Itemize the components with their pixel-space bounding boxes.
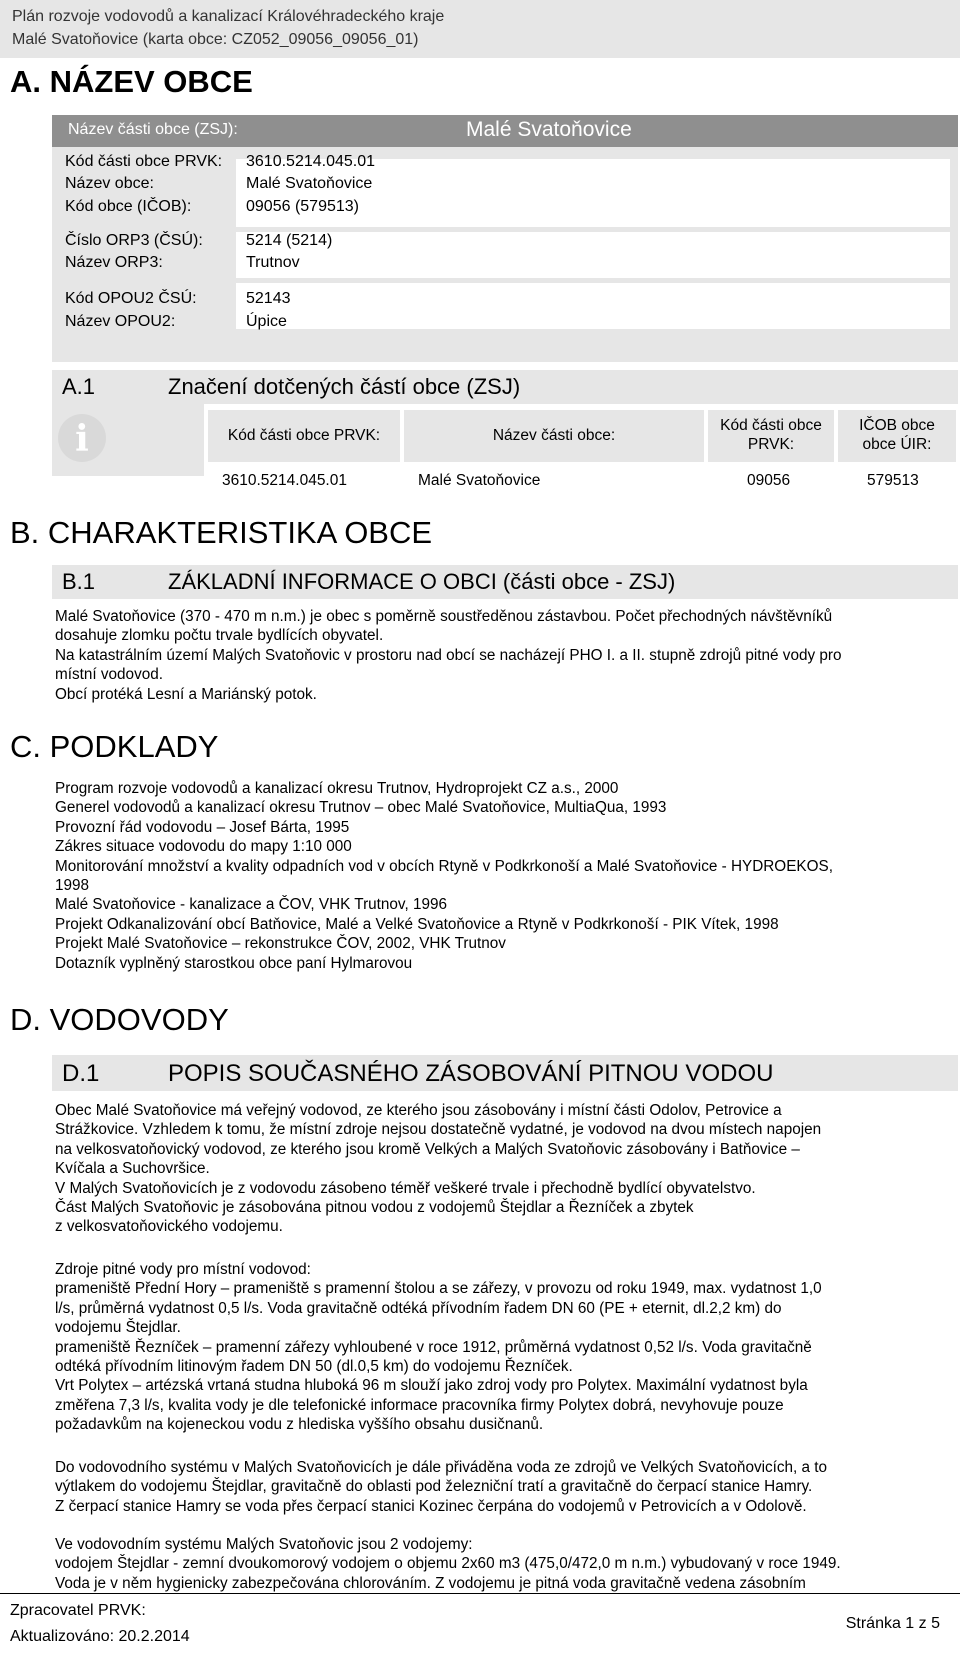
label-cislo-orp3: Číslo ORP3 (ČSÚ): (65, 232, 203, 249)
value-nazev-obce: Malé Svatoňovice (246, 175, 373, 192)
d1-line: změřena 7,3 l/s, kvalita vody je dle telefonické informace pracovníka firmy Polytex dobrá, nevyhovuje pouze (55, 1396, 784, 1414)
d1-line: Vrt Polytex – artézská vrtaná studna hluboká 96 m slouží jako zdroj vody pro Polytex. Maximální vydatnost byla (55, 1377, 808, 1395)
d1-line: V Malých Svatoňovicích je z vodovodu zásobeno téměř veškeré trvale i přechodně bydlící obyvatelstvo. (55, 1179, 756, 1197)
a1-number: A.1 (62, 374, 96, 399)
zsj-bar (52, 115, 958, 147)
section-c-title: C. PODKLADY (10, 729, 219, 764)
d1-title-bar (52, 1055, 958, 1091)
value-nazev-orp3: Trutnov (246, 254, 300, 271)
label-kod-obce: Kód obce (IČOB): (65, 198, 192, 215)
source-item: Generel vodovodů a kanalizací okresu Trutnov – obec Malé Svatoňovice, MultiaQua, 1993 (55, 799, 667, 817)
section-b-title: B. CHARAKTERISTIKA OBCE (10, 515, 433, 550)
d1-line: Do vodovodního systému v Malých Svatoňovicích je dále přiváděna voda ze zdrojů ve Velkých Svatoňovicích, a to (55, 1459, 828, 1476)
header-line2: Malé Svatoňovice (karta obce: CZ052_09056_09056_01) (12, 31, 419, 48)
d1-line: l/s, průměrná vydatnost 0,5 l/s. Voda gravitačně odtéká přívodním řadem DN 60 (PE + eternit, dl.2,2 km) do (55, 1299, 782, 1317)
label-kod-casti: Kód části obce PRVK: (65, 153, 223, 170)
page-header (0, 0, 960, 58)
d1-line: prameniště Řezníček – pramenní zářezy vyhloubené v roce 1912, průměrná vydatnost 0,52 l/s. Voda gravitačně (55, 1338, 812, 1356)
d1-paragraph-2 (55, 1260, 822, 1435)
d1-line: Část Malých Svatoňovic je zásobována pitnou vodou z vodojemů Štejdlar a Řezníček a zbytek (55, 1199, 694, 1217)
b1-number: B.1 (62, 569, 96, 594)
page-footer (0, 1593, 960, 1657)
a1-col-icob: IČOB obce obce ÚIR: (838, 410, 956, 462)
municipality-info (52, 147, 958, 362)
source-item: Program rozvoje vodovodů a kanalizací okresu Trutnov, Hydroprojekt CZ a.s., 2000 (55, 780, 619, 797)
b1-title-bar (52, 565, 958, 599)
d1-line: Kvíčala a Suchovršice. (55, 1160, 210, 1178)
b1-title: ZÁKLADNÍ INFORMACE O OBCI (části obce - ZSJ) (168, 569, 676, 594)
a1-col-kod: Kód části obce PRVK: (208, 410, 400, 462)
label-nazev-opou2: Název OPOU2: (65, 313, 176, 330)
d1-line: Obec Malé Svatoňovice má veřejný vodovod, ze kterého jsou zásobovány i místní části Odolov, Petrovice a (55, 1102, 782, 1119)
d1-paragraph-4 (55, 1535, 841, 1593)
zsj-label: Název části obce (ZSJ): (68, 121, 238, 138)
label-nazev-obce: Název obce: (65, 175, 154, 192)
footer-processor: Zpracovatel PRVK: (10, 1602, 146, 1619)
footer-page-number: Stránka 1 z 5 (845, 1615, 940, 1632)
value-kod-casti: 3610.5214.045.01 (246, 153, 376, 170)
source-item: Projekt Malé Svatoňovice – rekonstrukce ČOV, 2002, VHK Trutnov (55, 935, 506, 953)
label-kod-opou2: Kód OPOU2 ČSÚ: (65, 290, 197, 307)
source-item: Monitorování množství a kvality odpadních vod v obcích Rtyně v Podkrkonoší a Malé Svatoňovice - HYDROEKOS, (55, 857, 833, 875)
b1-line: Obcí protéká Lesní a Mariánský potok. (55, 685, 317, 703)
d1-number: D.1 (62, 1060, 100, 1087)
d1-line: Z čerpací stanice Hamry se voda přes čerpací stanici Kozinec čerpána do vodojemů v Petrovicích a v Odolově. (55, 1497, 807, 1515)
sources-list (55, 779, 833, 973)
label-nazev-orp3: Název ORP3: (65, 254, 163, 271)
a1-cell-kod-prvk: 09056 (747, 472, 791, 489)
value-kod-opou2: 52143 (246, 290, 291, 307)
value-cislo-orp3: 5214 (5214) (246, 232, 333, 249)
d1-line: na velkosvatoňovický vodovod, ze kterého jsou kromě Velkých a Malých Svatoňovic zásobovány i Batňovice – (55, 1140, 800, 1158)
a1-cell-icob: 579513 (867, 472, 919, 489)
d1-paragraph-3 (55, 1458, 827, 1516)
d1-line: prameniště Přední Hory – prameniště s pramenní štolou a se zářezy, v provozu od roku 1949, max. vydatnost 1,0 (55, 1280, 822, 1298)
b1-line: Na katastrálním území Malých Svatoňovic v prostoru nad obcí se nacházejí PHO I. a II. stupně zdrojů pitné vody pro (55, 646, 842, 664)
b1-line: Malé Svatoňovice (370 - 470 m n.m.) je obec s poměrně soustředěnou zástavbou. Počet přechodných návštěvníků (55, 608, 833, 625)
footer-updated: Aktualizováno: 20.2.2014 (10, 1628, 190, 1645)
d1-paragraph-1 (55, 1101, 821, 1237)
footer-divider (0, 1593, 960, 1594)
d1-title: POPIS SOUČASNÉHO ZÁSOBOVÁNÍ PITNOU VODOU (168, 1060, 774, 1087)
info-box-3 (236, 283, 950, 329)
d1-line: výtlakem do vodojemu Štejdlar, gravitačně do oblasti pod železniční tratí a gravitačně do čerpací stanice Hamry. (55, 1478, 813, 1496)
source-item: Dotazník vyplněný starostkou obce paní Hylmarovou (55, 954, 413, 972)
value-kod-obce: 09056 (579513) (246, 198, 359, 215)
d1-line: odtéká přívodním litinovým řadem DN 50 (dl.0,5 km) do vodojemu Řezníček. (55, 1358, 573, 1376)
section-d-title: D. VODOVODY (10, 1002, 229, 1037)
a1-cell-nazev: Malé Svatoňovice (418, 472, 541, 489)
a1-title: Značení dotčených částí obce (ZSJ) (168, 374, 521, 399)
a1-title-bar (52, 370, 958, 404)
d1-line: vodojem Štejdlar - zemní dvoukomorový vodojem o objemu 2x60 m3 (475,0/472,0 m n.m.) vybudovaný v roce 1949. (55, 1555, 841, 1573)
d1-line: Zdroje pitné vody pro místní vodovod: (55, 1261, 311, 1278)
source-item: Zákres situace vodovodu do mapy 1:10 000 (55, 838, 352, 856)
b1-line: dosahuje zlomku počtu trvale bydlících obyvatel. (55, 627, 384, 645)
header-line1: Plán rozvoje vodovodů a kanalizací Královéhradeckého kraje (12, 8, 445, 25)
value-nazev-opou2: Úpice (246, 313, 287, 330)
d1-line: Strážkovice. Vzhledem k tomu, že místní zdroje nejsou dostatečně vydatné, je vodovod na dvou místech napojen (55, 1121, 822, 1139)
zsj-value: Malé Svatoňovice (466, 118, 632, 141)
section-a-title: A. NÁZEV OBCE (10, 64, 253, 99)
a1-cell-kod: 3610.5214.045.01 (222, 472, 347, 489)
d1-line: z velkosvatoňovického vodojemu. (55, 1218, 283, 1236)
a1-col-kod-prvk: Kód části obce PRVK: (708, 410, 834, 462)
d1-line: Voda je v něm hygienicky zabezpečována chlorováním. Z vodojemu je pitná voda gravitačně vedena zásobním (55, 1574, 806, 1592)
b1-line: místní vodovod. (55, 666, 163, 684)
info-icon: i (58, 414, 106, 462)
info-box-2 (236, 232, 950, 278)
source-item: 1998 (55, 877, 90, 895)
source-item: Provozní řád vodovodu – Josef Bárta, 1995 (55, 818, 350, 836)
source-item: Projekt Odkanalizování obcí Batňovice, Malé a Velké Svatoňovice a Rtyně v Podkrkonoší - PIK Vítek, 1998 (55, 915, 779, 933)
b1-text (55, 607, 841, 704)
source-item: Malé Svatoňovice - kanalizace a ČOV, VHK Trutnov, 1996 (55, 896, 447, 914)
d1-line: vodojemu Štejdlar. (55, 1319, 181, 1337)
a1-col-nazev: Název části obce: (404, 410, 704, 462)
d1-line: Ve vodovodním systému Malých Svatoňovic jsou 2 vodojemy: (55, 1536, 473, 1553)
d1-line: požadavkům na kojeneckou vodu z hlediska vyššího obsahu dusičnanů. (55, 1416, 544, 1434)
